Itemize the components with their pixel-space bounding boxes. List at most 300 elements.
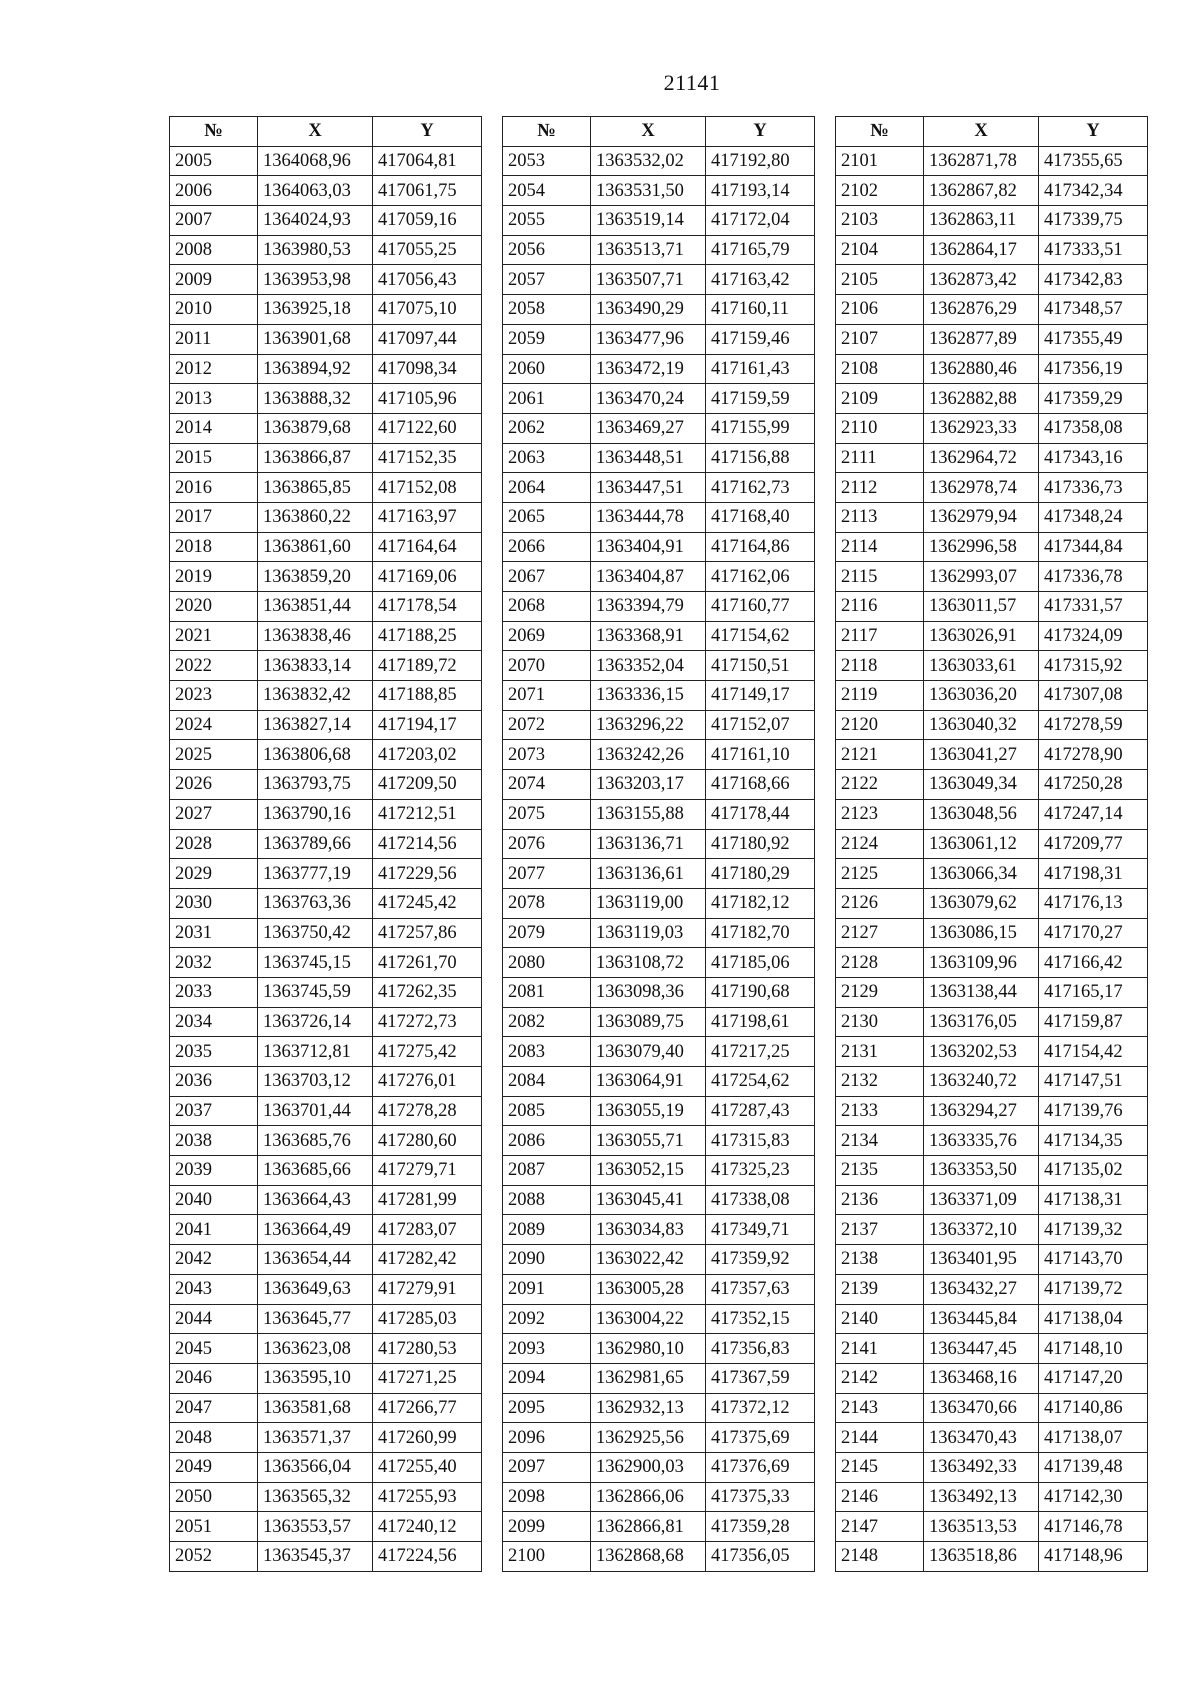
x-coordinate-cell: 1363033,61	[924, 651, 1039, 681]
point-number-cell: 2081	[503, 977, 591, 1007]
x-coordinate-cell: 1363726,14	[258, 1007, 373, 1037]
y-coordinate-cell: 417169,06	[373, 562, 482, 592]
point-number-cell: 2126	[836, 888, 924, 918]
x-coordinate-cell: 1363041,27	[924, 740, 1039, 770]
y-coordinate-cell: 417279,71	[373, 1156, 482, 1186]
table-row	[170, 859, 482, 889]
x-coordinate-cell: 1363034,83	[591, 1215, 706, 1245]
table-row	[836, 1423, 1148, 1453]
point-number-cell: 2146	[836, 1482, 924, 1512]
table-header-row	[503, 117, 815, 147]
y-coordinate-cell: 417224,56	[373, 1542, 482, 1572]
table-row	[836, 977, 1148, 1007]
header-no: №	[170, 117, 258, 147]
y-coordinate-cell: 417356,83	[706, 1334, 815, 1364]
y-coordinate-cell: 417159,59	[706, 384, 815, 414]
point-number-cell: 2113	[836, 502, 924, 532]
table-row	[503, 1126, 815, 1156]
table-row	[170, 324, 482, 354]
point-number-cell: 2128	[836, 948, 924, 978]
x-coordinate-cell: 1363079,40	[591, 1037, 706, 1067]
table-row	[170, 384, 482, 414]
y-coordinate-cell: 417193,14	[706, 176, 815, 206]
point-number-cell: 2118	[836, 651, 924, 681]
table-row	[836, 562, 1148, 592]
table-row	[836, 1304, 1148, 1334]
page-number: 21141	[663, 70, 721, 95]
table-row	[170, 1304, 482, 1334]
x-coordinate-cell: 1363470,66	[924, 1393, 1039, 1423]
x-coordinate-cell: 1363470,24	[591, 384, 706, 414]
x-coordinate-cell: 1363492,33	[924, 1452, 1039, 1482]
table-row	[170, 1096, 482, 1126]
point-number-cell: 2069	[503, 621, 591, 651]
table-row	[503, 977, 815, 1007]
point-number-cell: 2120	[836, 710, 924, 740]
y-coordinate-cell: 417356,05	[706, 1542, 815, 1572]
x-coordinate-cell: 1363553,57	[258, 1512, 373, 1542]
y-coordinate-cell: 417182,70	[706, 918, 815, 948]
x-coordinate-cell: 1363045,41	[591, 1185, 706, 1215]
point-number-cell: 2084	[503, 1067, 591, 1097]
table-row	[170, 1185, 482, 1215]
point-number-cell: 2054	[503, 176, 591, 206]
y-coordinate-cell: 417278,59	[1039, 710, 1148, 740]
x-coordinate-cell: 1363468,16	[924, 1363, 1039, 1393]
point-number-cell: 2127	[836, 918, 924, 948]
y-coordinate-cell: 417344,84	[1039, 532, 1148, 562]
point-number-cell: 2067	[503, 562, 591, 592]
x-coordinate-cell: 1363394,79	[591, 592, 706, 622]
table-row	[503, 948, 815, 978]
x-coordinate-cell: 1363049,34	[924, 770, 1039, 800]
point-number-cell: 2017	[170, 502, 258, 532]
point-number-cell: 2061	[503, 384, 591, 414]
table-header-row	[836, 117, 1148, 147]
point-number-cell: 2021	[170, 621, 258, 651]
point-number-cell: 2050	[170, 1482, 258, 1512]
point-number-cell: 2079	[503, 918, 591, 948]
x-coordinate-cell: 1363447,45	[924, 1334, 1039, 1364]
y-coordinate-cell: 417367,59	[706, 1363, 815, 1393]
x-coordinate-cell: 1363066,34	[924, 859, 1039, 889]
table-row	[170, 562, 482, 592]
table-row	[836, 740, 1148, 770]
y-coordinate-cell: 417359,29	[1039, 384, 1148, 414]
x-coordinate-cell: 1362900,03	[591, 1452, 706, 1482]
y-coordinate-cell: 417154,62	[706, 621, 815, 651]
table-row	[836, 1482, 1148, 1512]
point-number-cell: 2008	[170, 235, 258, 265]
point-number-cell: 2076	[503, 829, 591, 859]
table-row	[170, 948, 482, 978]
table-row	[170, 1215, 482, 1245]
point-number-cell: 2044	[170, 1304, 258, 1334]
y-coordinate-cell: 417161,43	[706, 354, 815, 384]
x-coordinate-cell: 1363664,49	[258, 1215, 373, 1245]
y-coordinate-cell: 417164,86	[706, 532, 815, 562]
y-coordinate-cell: 417348,57	[1039, 295, 1148, 325]
point-number-cell: 2093	[503, 1334, 591, 1364]
table-row	[503, 532, 815, 562]
point-number-cell: 2078	[503, 888, 591, 918]
y-coordinate-cell: 417214,56	[373, 829, 482, 859]
y-coordinate-cell: 417255,93	[373, 1482, 482, 1512]
x-coordinate-cell: 1363859,20	[258, 562, 373, 592]
y-coordinate-cell: 417209,77	[1039, 829, 1148, 859]
x-coordinate-cell: 1363789,66	[258, 829, 373, 859]
x-coordinate-cell: 1362867,82	[924, 176, 1039, 206]
table-row	[503, 710, 815, 740]
point-number-cell: 2086	[503, 1126, 591, 1156]
y-coordinate-cell: 417055,25	[373, 235, 482, 265]
x-coordinate-cell: 1362863,11	[924, 206, 1039, 236]
y-coordinate-cell: 417139,72	[1039, 1274, 1148, 1304]
x-coordinate-cell: 1363296,22	[591, 710, 706, 740]
point-number-cell: 2043	[170, 1274, 258, 1304]
table-row	[836, 1452, 1148, 1482]
y-coordinate-cell: 417339,75	[1039, 206, 1148, 236]
y-coordinate-cell: 417315,92	[1039, 651, 1148, 681]
table-row	[836, 1126, 1148, 1156]
x-coordinate-cell: 1362866,06	[591, 1482, 706, 1512]
y-coordinate-cell: 417182,12	[706, 888, 815, 918]
table-row	[503, 1542, 815, 1572]
table-row	[836, 651, 1148, 681]
x-coordinate-cell: 1362923,33	[924, 413, 1039, 443]
x-coordinate-cell: 1363685,76	[258, 1126, 373, 1156]
y-coordinate-cell: 417260,99	[373, 1423, 482, 1453]
y-coordinate-cell: 417162,06	[706, 562, 815, 592]
table-row	[170, 413, 482, 443]
point-number-cell: 2075	[503, 799, 591, 829]
table-row	[836, 206, 1148, 236]
x-coordinate-cell: 1363447,51	[591, 473, 706, 503]
x-coordinate-cell: 1363469,27	[591, 413, 706, 443]
y-coordinate-cell: 417352,15	[706, 1304, 815, 1334]
x-coordinate-cell: 1362932,13	[591, 1393, 706, 1423]
table-row	[170, 146, 482, 176]
point-number-cell: 2047	[170, 1393, 258, 1423]
y-coordinate-cell: 417139,48	[1039, 1452, 1148, 1482]
y-coordinate-cell: 417176,13	[1039, 888, 1148, 918]
x-coordinate-cell: 1363079,62	[924, 888, 1039, 918]
y-coordinate-cell: 417343,16	[1039, 443, 1148, 473]
table-row	[503, 235, 815, 265]
x-coordinate-cell: 1363980,53	[258, 235, 373, 265]
y-coordinate-cell: 417375,69	[706, 1423, 815, 1453]
x-coordinate-cell: 1363490,29	[591, 295, 706, 325]
table-row	[170, 473, 482, 503]
x-coordinate-cell: 1363701,44	[258, 1096, 373, 1126]
x-coordinate-cell: 1363581,68	[258, 1393, 373, 1423]
y-coordinate-cell: 417315,83	[706, 1126, 815, 1156]
point-number-cell: 2105	[836, 265, 924, 295]
table-row	[170, 1274, 482, 1304]
table-row	[836, 473, 1148, 503]
table-row	[836, 1037, 1148, 1067]
point-number-cell: 2130	[836, 1007, 924, 1037]
table-row	[836, 1245, 1148, 1275]
table-row	[836, 443, 1148, 473]
point-number-cell: 2135	[836, 1156, 924, 1186]
y-coordinate-cell: 417159,87	[1039, 1007, 1148, 1037]
point-number-cell: 2108	[836, 354, 924, 384]
y-coordinate-cell: 417147,51	[1039, 1067, 1148, 1097]
table-row	[170, 1126, 482, 1156]
y-coordinate-cell: 417272,73	[373, 1007, 482, 1037]
x-coordinate-cell: 1363901,68	[258, 324, 373, 354]
table-row	[503, 1393, 815, 1423]
table-row	[503, 799, 815, 829]
y-coordinate-cell: 417247,14	[1039, 799, 1148, 829]
point-number-cell: 2085	[503, 1096, 591, 1126]
x-coordinate-cell: 1363061,12	[924, 829, 1039, 859]
table-row	[170, 1542, 482, 1572]
point-number-cell: 2091	[503, 1274, 591, 1304]
x-coordinate-cell: 1363136,61	[591, 859, 706, 889]
x-coordinate-cell: 1362880,46	[924, 354, 1039, 384]
point-number-cell: 2141	[836, 1334, 924, 1364]
table-row	[170, 592, 482, 622]
table-row	[836, 324, 1148, 354]
table-row	[503, 1156, 815, 1186]
table-row	[170, 265, 482, 295]
y-coordinate-cell: 417245,42	[373, 888, 482, 918]
y-coordinate-cell: 417166,42	[1039, 948, 1148, 978]
point-number-cell: 2077	[503, 859, 591, 889]
table-row	[503, 384, 815, 414]
point-number-cell: 2018	[170, 532, 258, 562]
point-number-cell: 2138	[836, 1245, 924, 1275]
table-row	[836, 948, 1148, 978]
table-row	[170, 1363, 482, 1393]
x-coordinate-cell: 1363833,14	[258, 651, 373, 681]
point-number-cell: 2144	[836, 1423, 924, 1453]
x-coordinate-cell: 1363513,71	[591, 235, 706, 265]
x-coordinate-cell: 1362980,10	[591, 1334, 706, 1364]
x-coordinate-cell: 1363336,15	[591, 681, 706, 711]
point-number-cell: 2114	[836, 532, 924, 562]
point-number-cell: 2034	[170, 1007, 258, 1037]
table-row	[170, 710, 482, 740]
point-number-cell: 2055	[503, 206, 591, 236]
table-row	[170, 1482, 482, 1512]
point-number-cell: 2119	[836, 681, 924, 711]
y-coordinate-cell: 417279,91	[373, 1274, 482, 1304]
y-coordinate-cell: 417097,44	[373, 324, 482, 354]
x-coordinate-cell: 1363109,96	[924, 948, 1039, 978]
table-row	[836, 1156, 1148, 1186]
table-row	[836, 413, 1148, 443]
x-coordinate-cell: 1363531,50	[591, 176, 706, 206]
point-number-cell: 2098	[503, 1482, 591, 1512]
y-coordinate-cell: 417156,88	[706, 443, 815, 473]
table-row	[503, 1482, 815, 1512]
point-number-cell: 2049	[170, 1452, 258, 1482]
y-coordinate-cell: 417192,80	[706, 146, 815, 176]
x-coordinate-cell: 1363240,72	[924, 1067, 1039, 1097]
x-coordinate-cell: 1362877,89	[924, 324, 1039, 354]
x-coordinate-cell: 1363645,77	[258, 1304, 373, 1334]
x-coordinate-cell: 1363879,68	[258, 413, 373, 443]
x-coordinate-cell: 1363372,10	[924, 1215, 1039, 1245]
table-row	[170, 443, 482, 473]
y-coordinate-cell: 417163,42	[706, 265, 815, 295]
x-coordinate-cell: 1363623,08	[258, 1334, 373, 1364]
y-coordinate-cell: 417198,31	[1039, 859, 1148, 889]
x-coordinate-cell: 1363865,85	[258, 473, 373, 503]
coordinate-table-1	[169, 116, 482, 1572]
x-coordinate-cell: 1363352,04	[591, 651, 706, 681]
y-coordinate-cell: 417178,54	[373, 592, 482, 622]
table-row	[836, 1096, 1148, 1126]
table-row	[503, 1185, 815, 1215]
point-number-cell: 2097	[503, 1452, 591, 1482]
x-coordinate-cell: 1363477,96	[591, 324, 706, 354]
point-number-cell: 2016	[170, 473, 258, 503]
x-coordinate-cell: 1362864,17	[924, 235, 1039, 265]
x-coordinate-cell: 1363565,32	[258, 1482, 373, 1512]
y-coordinate-cell: 417165,17	[1039, 977, 1148, 1007]
y-coordinate-cell: 417168,40	[706, 502, 815, 532]
table-row	[836, 146, 1148, 176]
point-number-cell: 2059	[503, 324, 591, 354]
table-row	[836, 1007, 1148, 1037]
point-number-cell: 2116	[836, 592, 924, 622]
point-number-cell: 2083	[503, 1037, 591, 1067]
point-number-cell: 2073	[503, 740, 591, 770]
point-number-cell: 2028	[170, 829, 258, 859]
point-number-cell: 2139	[836, 1274, 924, 1304]
table-row	[503, 1067, 815, 1097]
y-coordinate-cell: 417149,17	[706, 681, 815, 711]
x-coordinate-cell: 1363040,32	[924, 710, 1039, 740]
y-coordinate-cell: 417209,50	[373, 770, 482, 800]
point-number-cell: 2134	[836, 1126, 924, 1156]
y-coordinate-cell: 417212,51	[373, 799, 482, 829]
x-coordinate-cell: 1363861,60	[258, 532, 373, 562]
y-coordinate-cell: 417122,60	[373, 413, 482, 443]
y-coordinate-cell: 417336,73	[1039, 473, 1148, 503]
table-row	[836, 1334, 1148, 1364]
y-coordinate-cell: 417139,76	[1039, 1096, 1148, 1126]
table-row	[503, 324, 815, 354]
y-coordinate-cell: 417357,63	[706, 1274, 815, 1304]
point-number-cell: 2121	[836, 740, 924, 770]
point-number-cell: 2066	[503, 532, 591, 562]
x-coordinate-cell: 1363953,98	[258, 265, 373, 295]
point-number-cell: 2046	[170, 1363, 258, 1393]
point-number-cell: 2019	[170, 562, 258, 592]
table-row	[170, 532, 482, 562]
point-number-cell: 2011	[170, 324, 258, 354]
table-row	[836, 265, 1148, 295]
table-row	[503, 1423, 815, 1453]
x-coordinate-cell: 1363750,42	[258, 918, 373, 948]
y-coordinate-cell: 417271,25	[373, 1363, 482, 1393]
table-row	[503, 592, 815, 622]
y-coordinate-cell: 417061,75	[373, 176, 482, 206]
y-coordinate-cell: 417165,79	[706, 235, 815, 265]
point-number-cell: 2040	[170, 1185, 258, 1215]
header-x: X	[924, 117, 1039, 147]
point-number-cell: 2094	[503, 1363, 591, 1393]
y-coordinate-cell: 417152,08	[373, 473, 482, 503]
table-row	[503, 562, 815, 592]
table-row	[836, 621, 1148, 651]
table-row	[836, 888, 1148, 918]
header-y: Y	[1039, 117, 1148, 147]
point-number-cell: 2057	[503, 265, 591, 295]
point-number-cell: 2023	[170, 681, 258, 711]
y-coordinate-cell: 417324,09	[1039, 621, 1148, 651]
y-coordinate-cell: 417266,77	[373, 1393, 482, 1423]
table-row	[503, 295, 815, 325]
x-coordinate-cell: 1363793,75	[258, 770, 373, 800]
point-number-cell: 2110	[836, 413, 924, 443]
table-row	[836, 1363, 1148, 1393]
table-row	[170, 1037, 482, 1067]
y-coordinate-cell: 417190,68	[706, 977, 815, 1007]
y-coordinate-cell: 417375,33	[706, 1482, 815, 1512]
y-coordinate-cell: 417160,77	[706, 592, 815, 622]
y-coordinate-cell: 417138,04	[1039, 1304, 1148, 1334]
table-row	[503, 651, 815, 681]
x-coordinate-cell: 1363176,05	[924, 1007, 1039, 1037]
y-coordinate-cell: 417152,07	[706, 710, 815, 740]
y-coordinate-cell: 417281,99	[373, 1185, 482, 1215]
point-number-cell: 2124	[836, 829, 924, 859]
y-coordinate-cell: 417229,56	[373, 859, 482, 889]
table-row	[503, 1037, 815, 1067]
x-coordinate-cell: 1362873,42	[924, 265, 1039, 295]
x-coordinate-cell: 1363202,53	[924, 1037, 1039, 1067]
table-row	[836, 1185, 1148, 1215]
table-row	[836, 1512, 1148, 1542]
y-coordinate-cell: 417143,70	[1039, 1245, 1148, 1275]
table-row	[836, 502, 1148, 532]
x-coordinate-cell: 1363925,18	[258, 295, 373, 325]
point-number-cell: 2031	[170, 918, 258, 948]
table-row	[503, 443, 815, 473]
y-coordinate-cell: 417325,23	[706, 1156, 815, 1186]
x-coordinate-cell: 1363472,19	[591, 354, 706, 384]
x-coordinate-cell: 1363353,50	[924, 1156, 1039, 1186]
x-coordinate-cell: 1363545,37	[258, 1542, 373, 1572]
point-number-cell: 2048	[170, 1423, 258, 1453]
table-row	[836, 384, 1148, 414]
table-row	[170, 1156, 482, 1186]
table-row	[503, 354, 815, 384]
y-coordinate-cell: 417283,07	[373, 1215, 482, 1245]
x-coordinate-cell: 1363445,84	[924, 1304, 1039, 1334]
header-no: №	[836, 117, 924, 147]
x-coordinate-cell: 1363108,72	[591, 948, 706, 978]
point-number-cell: 2096	[503, 1423, 591, 1453]
x-coordinate-cell: 1363827,14	[258, 710, 373, 740]
x-coordinate-cell: 1364063,03	[258, 176, 373, 206]
table-row	[170, 176, 482, 206]
y-coordinate-cell: 417338,08	[706, 1185, 815, 1215]
y-coordinate-cell: 417282,42	[373, 1245, 482, 1275]
x-coordinate-cell: 1363448,51	[591, 443, 706, 473]
table-row	[170, 354, 482, 384]
table-row	[170, 740, 482, 770]
x-coordinate-cell: 1363004,22	[591, 1304, 706, 1334]
header-y: Y	[373, 117, 482, 147]
y-coordinate-cell: 417180,92	[706, 829, 815, 859]
